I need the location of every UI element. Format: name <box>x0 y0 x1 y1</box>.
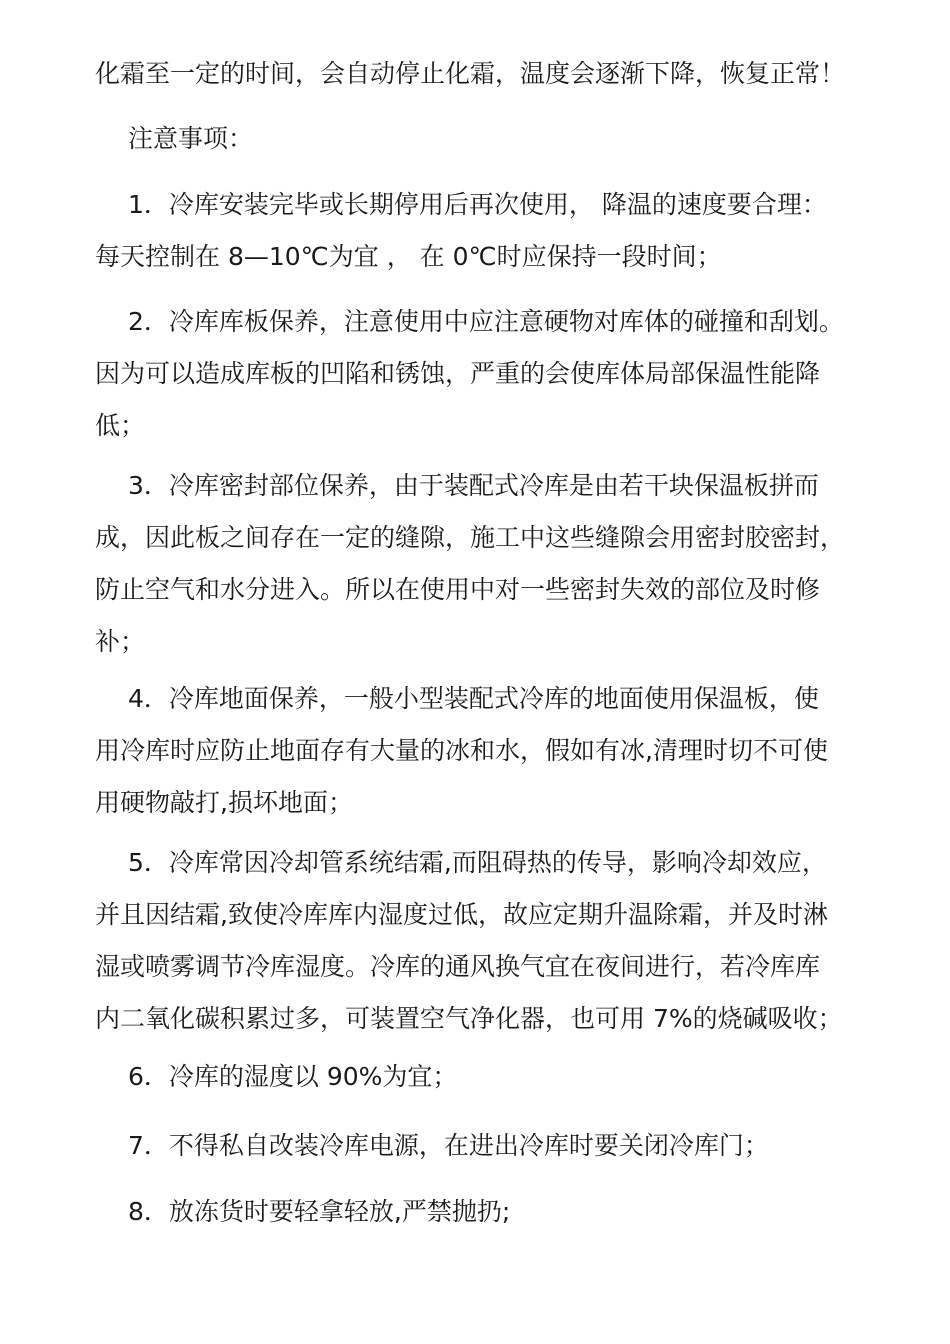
note-item-4 <box>95 673 855 829</box>
text-line: 湿或喷雾调节冷库湿度。冷库的通风换气宜在夜间进行，若冷库库 <box>95 952 821 981</box>
text-line: 8．放冻货时要轻拿轻放,严禁抛扔; <box>128 1197 511 1226</box>
text-line: 内二氧化碳积累过多，可装置空气净化器，也可用 7%的烧碱吸收； <box>95 1004 843 1033</box>
text-line: 6．冷库的湿度以 90%为宜； <box>128 1062 458 1091</box>
notes-heading <box>95 113 855 165</box>
note-item-1 <box>95 179 855 283</box>
text-line: 2．冷库库板保养，注意使用中应注意硬物对库体的碰撞和刮划。 <box>128 307 844 336</box>
text-line: 并且因结霜,致使冷库库内湿度过低，故应定期升温除霜，并及时淋 <box>95 900 828 929</box>
text-line: 5．冷库常因冷却管系统结霜,而阻碍热的传导，影响冷却效应， <box>128 848 827 877</box>
note-item-7 <box>95 1120 855 1172</box>
text-line: 用硬物敲打,损坏地面； <box>95 788 353 817</box>
text-line: 成，因此板之间存在一定的缝隙，施工中这些缝隙会用密封胶密封， <box>95 523 846 552</box>
text-line: 7．不得私自改装冷库电源，在进出冷库时要关闭冷库门； <box>128 1131 769 1160</box>
note-item-6 <box>95 1051 855 1103</box>
text-line: 低； <box>95 411 146 440</box>
text-line: 1．冷库安装完毕或长期停用后再次使用， 降温的速度要合理： <box>128 190 827 219</box>
text-line: 用冷库时应防止地面存有大量的冰和水，假如有冰,清理时切不可使 <box>95 736 828 765</box>
text-line: 因为可以造成库板的凹陷和锈蚀，严重的会使库体局部保温性能降 <box>95 359 821 388</box>
text-line: 4．冷库地面保养，一般小型装配式冷库的地面使用保温板，使 <box>128 684 819 713</box>
text-line: 化霜至一定的时间，会自动停止化霜，温度会逐渐下降，恢复正常！ <box>95 59 846 88</box>
text-line: 每天控制在 8—10℃为宜 ， 在 0℃时应保持一段时间； <box>95 242 722 271</box>
note-item-5 <box>95 837 855 1045</box>
note-item-2 <box>95 296 855 452</box>
text-line: 3．冷库密封部位保养，由于装配式冷库是由若干块保温板拼而 <box>128 471 819 500</box>
intro-paragraph <box>95 48 855 100</box>
note-item-8 <box>95 1186 855 1238</box>
text-line: 补； <box>95 627 146 656</box>
heading-text: 注意事项： <box>128 124 254 153</box>
text-line: 防止空气和水分进入。所以在使用中对一些密封失效的部位及时修 <box>95 575 821 604</box>
note-item-3 <box>95 460 855 668</box>
